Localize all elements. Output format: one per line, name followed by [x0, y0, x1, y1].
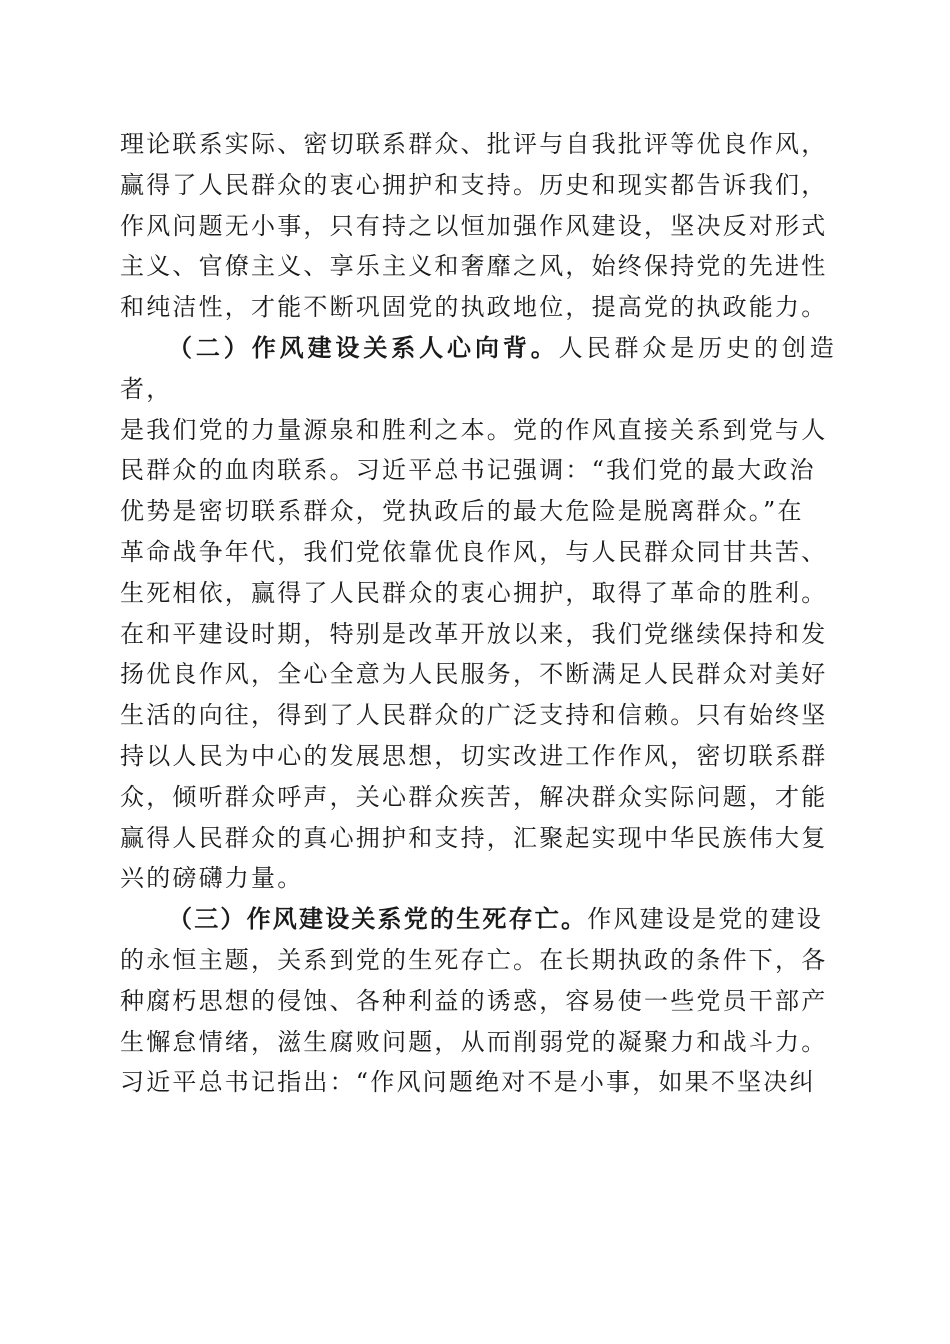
paragraph-2-heading: （二）作风建设关系人心向背。	[168, 332, 559, 362]
document-page	[120, 124, 836, 1103]
paragraph-2-text: 人民群众是历史的创造者， 是我们党的力量源泉和胜利之本。党的作风直接关系到党与人 民群众的血肉联系。习近平总书记强调：“我们党的最大政治 优势是密切联系群众，党执政后的最大危险是脱离群众。”在 革命战争年代，我们党依靠优良作风，与人民群众同甘共苦、 生死相依，赢得了人民群众的衷心拥护，取得了革命的胜利。 在和平建设时期，特别是改革开放以来，我们党继续保持和发 扬优良作风，全心全意为人民服务，不断满足人民群众对美好 生活的向往，得到了人民群众的广泛支持和信赖。只有始终坚 持以人民为中心的发展思想，切实改进工作作风，密切联系群 众，倾听群众呼声，关心群众疾苦，解决群众实际问题，才能 赢得人民群众的真心拥护和支持，汇聚起实现中华民族伟大复 兴的磅礴力量。	[120, 333, 836, 893]
paragraph-3-text: 作风建设是党的建设 的永恒主题，关系到党的生死存亡。在长期执政的条件下，各 种腐朽思想的侵蚀、各种利益的诱惑，容易使一些党员干部产 生懈怠情绪，滋生腐败问题，从而削弱党的凝聚力和战斗力。 习近平总书记指出：“作风问题绝对不是小事，如果不坚决纠	[120, 905, 828, 1097]
paragraph-3-heading: （三）作风建设关系党的生死存亡。	[168, 904, 588, 934]
paragraph-3	[120, 899, 836, 1103]
paragraph-1-text: 理论联系实际、密切联系群众、批评与自我批评等优良作风， 赢得了人民群众的衷心拥护和支持。历史和现实都告诉我们， 作风问题无小事，只有持之以恒加强作风建设，坚决反对形式 主义、官僚主义、享乐主义和奢靡之风，始终保持党的先进性 和纯洁性，才能不断巩固党的执政地位，提高党的执政能力。	[120, 130, 828, 322]
paragraph-1	[120, 124, 836, 328]
paragraph-2	[120, 328, 836, 899]
